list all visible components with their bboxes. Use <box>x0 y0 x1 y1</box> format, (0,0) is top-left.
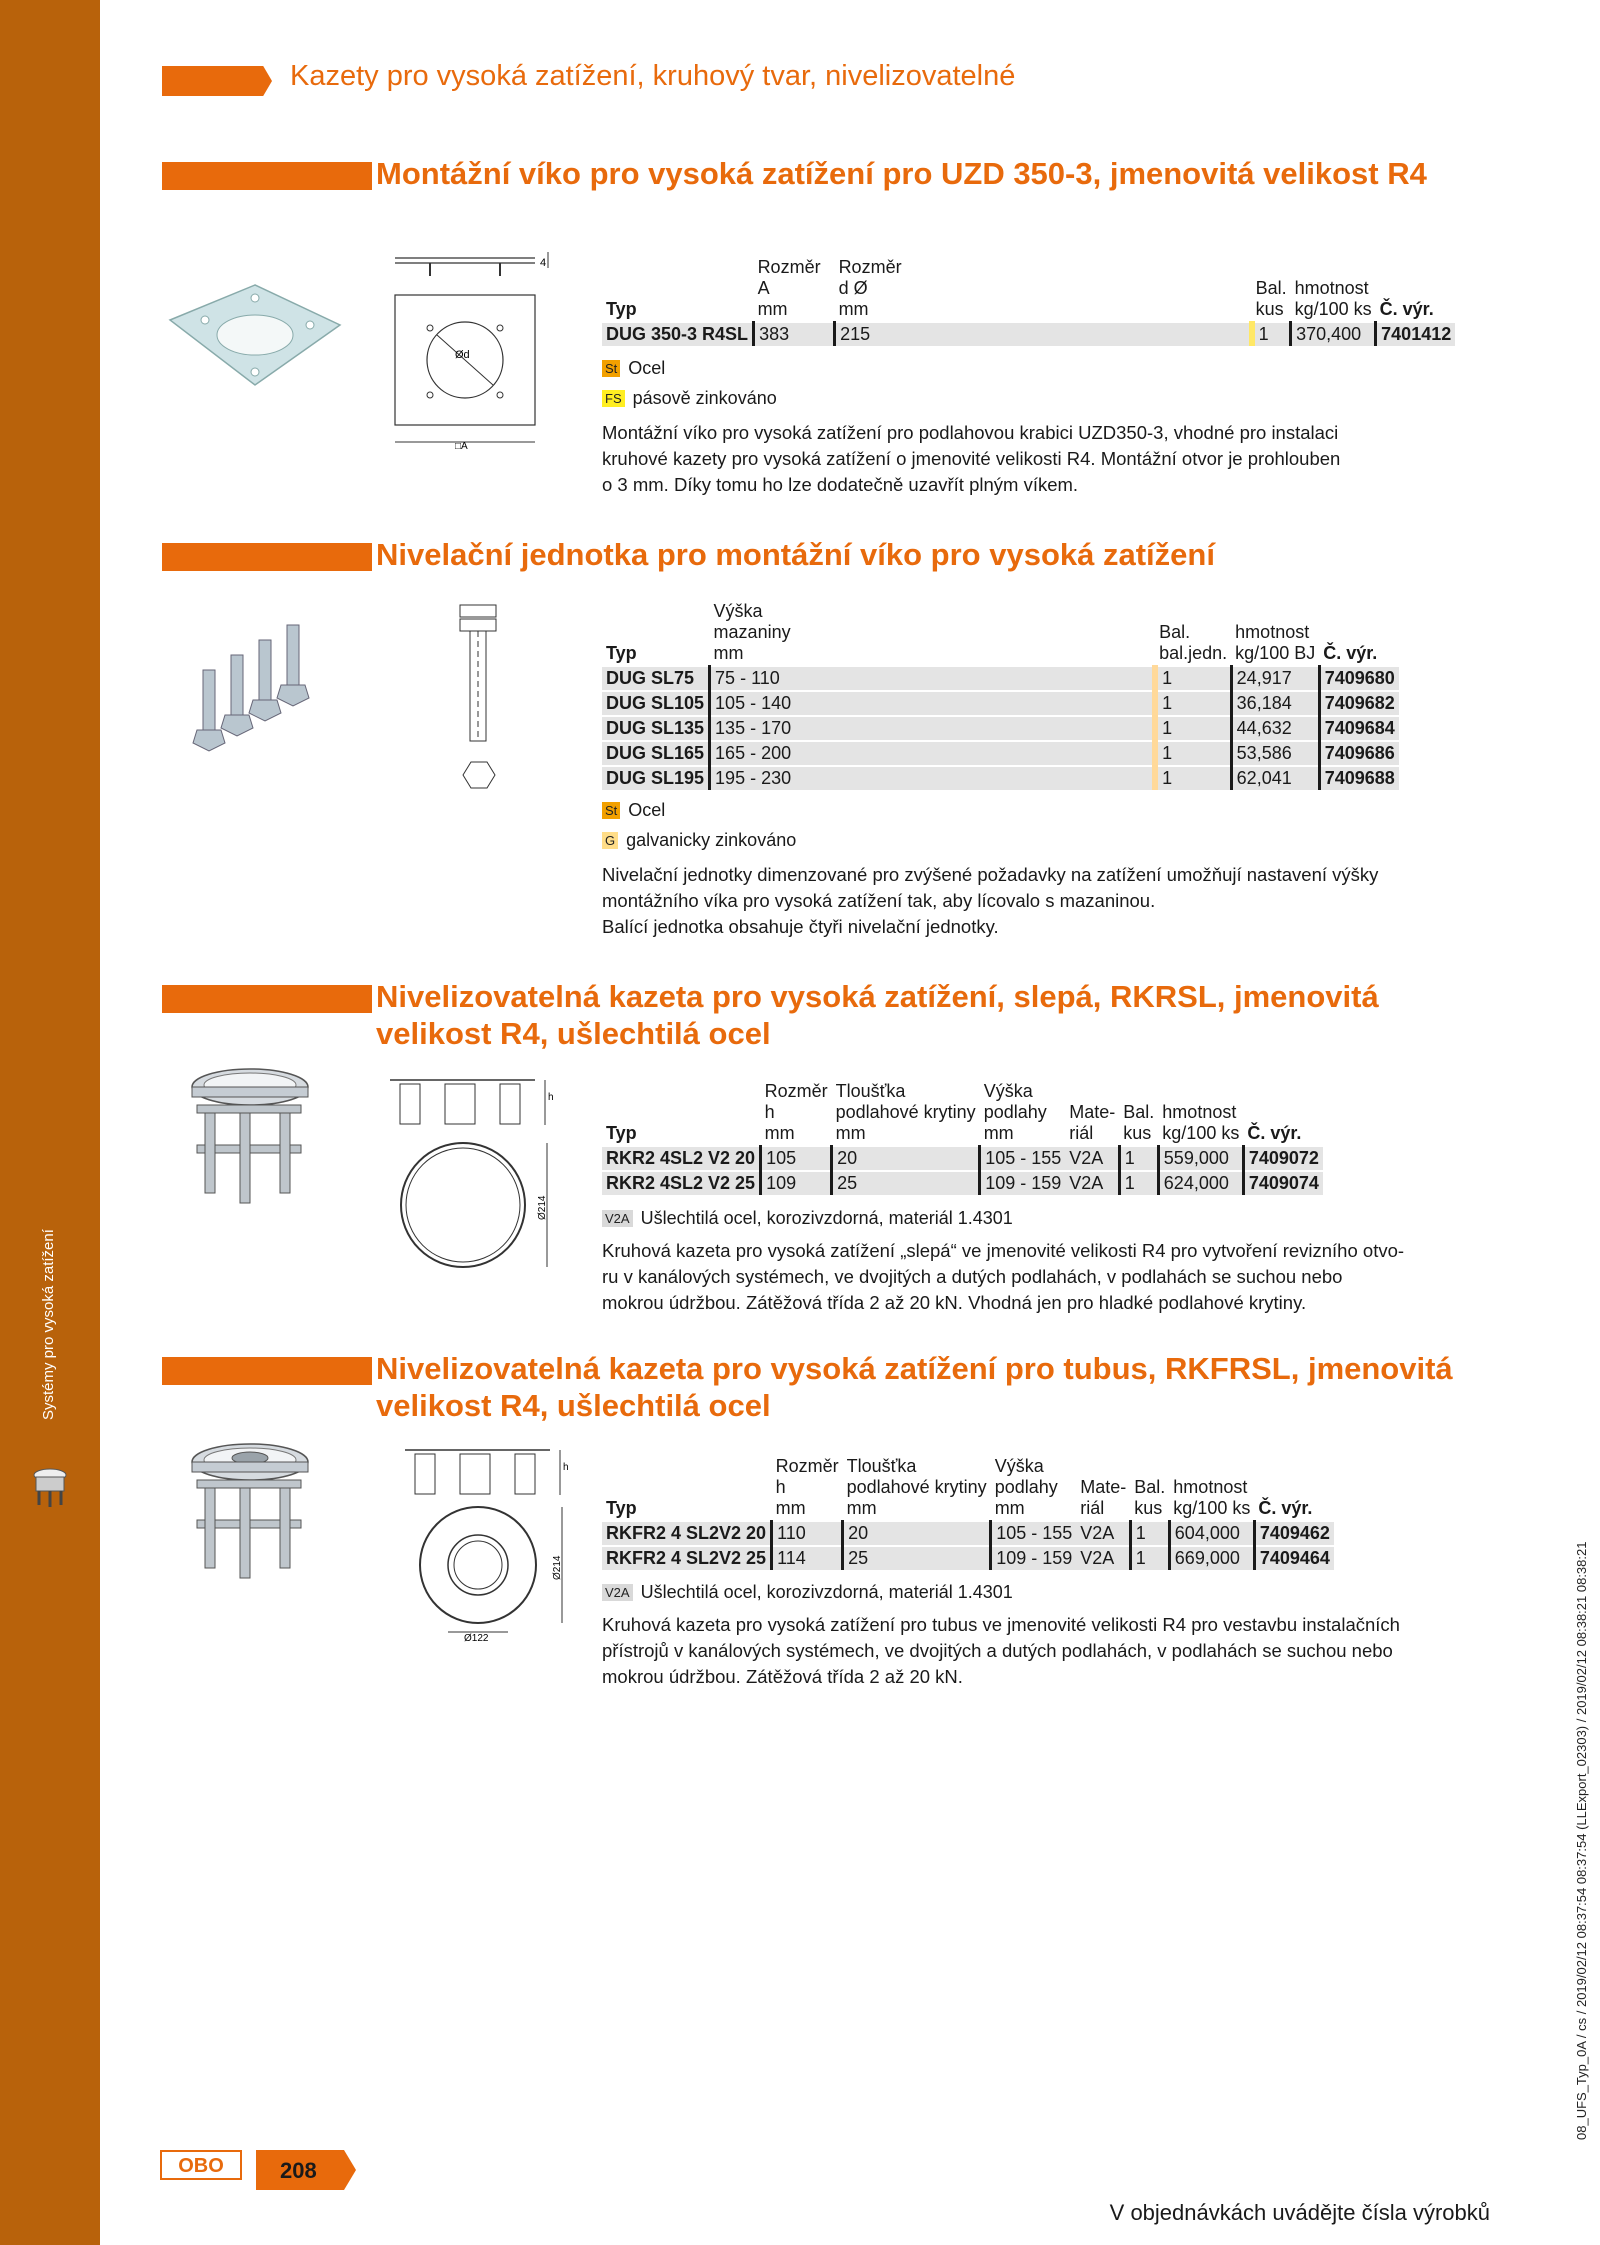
table-row: DUG SL165 165 - 200 1 53,586 7409686 <box>602 741 1399 766</box>
table-row: RKR2 4SL2 V2 20 105 20 105 - 155 V2A 1 559,000 7409072 <box>602 1146 1323 1171</box>
mounting-lid-photo <box>160 280 350 390</box>
leveling-bolt-drawing <box>445 600 515 800</box>
section-title: Nivelizovatelná kazeta pro vysoká zatížení, slepá, RKRSL, jmenovitá velikost R4, ušlechtilá ocel <box>376 979 1379 1051</box>
height-dim-label: 4 <box>540 257 547 269</box>
width-label: □A <box>455 441 468 450</box>
col-dim-d: Rozměr d Ø mm <box>838 257 902 319</box>
diameter-label: Ød <box>455 349 470 361</box>
material-row: V2A Ušlechtilá ocel, korozivzdorná, materiál 1.4301 <box>602 1208 1013 1229</box>
section-title: Nivelizovatelná kazeta pro vysoká zatížení pro tubus, RKFRSL, jmenovitá velikost R4, ušlechtilá ocel <box>376 1351 1453 1423</box>
col-pack: Bal. kus <box>1255 278 1287 319</box>
product-table <box>602 256 1455 346</box>
description: Nivelační jednotky dimenzované pro zvýšené požadavky na zatížení umožňují nastavení výšky montážního víka pro vysoká zatížení tak, aby lícovalo s mazaninou. Balící jednotka obsahuje čtyři nivelační jednotky. <box>602 864 1379 937</box>
table-row: DUG SL75 75 - 110 1 24,917 7409680 <box>602 666 1399 691</box>
blind-cassette-drawing <box>385 1070 560 1275</box>
finish-badge: FS <box>602 390 625 407</box>
table-row: RKR2 4SL2 V2 25 109 25 109 - 159 V2A 1 624,000 7409074 <box>602 1171 1323 1195</box>
section-bar <box>162 543 372 571</box>
section-bar <box>162 1357 372 1385</box>
description: Kruhová kazeta pro vysoká zatížení pro tubus ve jmenovité velikosti R4 pro vestavbu instalačních přístrojů v kanálových systémech, ve dvojitých a dutých podlahách, v podlahách se suchou nebo mokrou údržbou. Zátěžová třída 2 až 20 kN. <box>602 1614 1400 1687</box>
header-tab <box>162 66 272 96</box>
leveling-bolts-photo <box>185 615 325 765</box>
tube-cassette-drawing <box>400 1440 575 1645</box>
sidebar-label: Systémy pro vysoká zatížení <box>40 1229 57 1420</box>
material-row: St Ocel <box>602 358 665 379</box>
diameter-label: Ø214 <box>537 1195 548 1220</box>
table-row: DUG SL135 135 - 170 1 44,632 7409684 <box>602 716 1399 741</box>
blind-cassette-photo <box>185 1065 315 1215</box>
section-title: Nivelační jednotka pro montážní víko pro vysoká zatížení <box>376 537 1215 572</box>
material-badge: St <box>602 360 620 377</box>
section-bar <box>162 985 372 1013</box>
page-number: 208 <box>280 2158 317 2183</box>
material-row: G galvanicky zinkováno <box>602 830 796 851</box>
description: Kruhová kazeta pro vysoká zatížení „slepá“ ve jmenovité velikosti R4 pro vytvoření revizního otvo- ru v kanálových systémech, ve dvojitých a dutých podlahách, v podlahách se suchou nebo mokrou údržbou. Zátěžová třída 2 až 20 kN. Vhodná jen pro hladké podlahové krytiny. <box>602 1240 1405 1313</box>
tube-cassette-photo <box>185 1440 315 1590</box>
inner-diameter-label: Ø122 <box>464 1633 489 1644</box>
finish-badge: G <box>602 832 618 849</box>
col-weight: hmotnost kg/100 ks <box>1294 278 1372 319</box>
table-row: DUG SL105 105 - 140 1 36,184 7409682 <box>602 691 1399 716</box>
sidebar-stripe <box>0 0 100 2245</box>
section-title: Montážní víko pro vysoká zatížení pro UZD 350-3, jmenovitá velikost R4 <box>376 156 1427 191</box>
material-row: St Ocel <box>602 800 665 821</box>
page-title: Kazety pro vysoká zatížení, kruhový tvar, nivelizovatelné <box>290 60 1016 92</box>
description: Montážní víko pro vysoká zatížení pro podlahovou krabici UZD350-3, vhodné pro instalaci kruhové kazety pro vysoká zatížení o jmenovité velikosti R4. Montážní otvor je prohlouben o 3 mm. Díky tomu ho lze dodatečně uzavřít plným víkem. <box>602 422 1341 495</box>
section-bar <box>162 162 372 190</box>
material-row: V2A Ušlechtilá ocel, korozivzdorná, materiál 1.4301 <box>602 1582 1013 1603</box>
height-dim-label: h <box>548 1092 554 1103</box>
product-table: Typ Rozměr h mm Tloušťka podlahové krytiny mm Výška podlahy mm Mate- riál Bal. kus hmotnost kg/100 ks Č. výr. RKR2 4SL2 V2 20 105 20 105 - 155 V2A 1 559,000 7409072 RKR2 4SL2 V2 25 109 25 109 - 159 V2A 1 624,000 7409074 <box>602 1080 1323 1195</box>
material-badge: V2A <box>602 1584 633 1601</box>
table-row: DUG 350-3 R4SL 383 215 1 370,400 7401412 <box>602 322 1455 346</box>
diameter-label: Ø214 <box>552 1555 563 1580</box>
material-badge: St <box>602 802 620 819</box>
order-note: V objednávkách uvádějte čísla výrobků <box>1109 2200 1490 2225</box>
col-type: Typ <box>606 299 637 319</box>
table-row: RKFR2 4 SL2V2 25 114 25 109 - 159 V2A 1 669,000 7409464 <box>602 1546 1334 1570</box>
mounting-lid-drawing <box>390 250 560 450</box>
material-badge: V2A <box>602 1210 633 1227</box>
material-row: FS pásově zinkováno <box>602 388 777 409</box>
export-info: 08_UFS_Typ_0A / cs / 2019/02/12 08:37:54 08:37:54 (LLExport_02303) / 2019/02/12 08:38:21 08:38:21 <box>1574 1541 1589 2140</box>
svg-text:OBO: OBO <box>178 2155 224 2177</box>
height-dim-label: h <box>563 1462 569 1473</box>
table-row: DUG SL195 195 - 230 1 62,041 7409688 <box>602 766 1399 790</box>
col-article: Č. výr. <box>1379 299 1434 319</box>
product-table: Typ Rozměr h mm Tloušťka podlahové krytiny mm Výška podlahy mm Mate- riál Bal. kus hmotnost kg/100 ks Č. výr. RKFR2 4 SL2V2 20 110 20 105 - 155 V2A 1 604,000 7409462 RKFR2 4 SL2V2 25 114 25 109 - 159 V2A 1 669,000 7409464 <box>602 1455 1334 1570</box>
table-row: RKFR2 4 SL2V2 20 110 20 105 - 155 V2A 1 604,000 7409462 <box>602 1521 1334 1546</box>
floor-box-icon <box>30 1465 70 1509</box>
obo-logo <box>160 2150 242 2180</box>
product-table: Typ Výška mazaniny mm Bal. bal.jedn. hmotnost kg/100 BJ Č. výr. DUG SL75 75 - 110 1 24,917 7409680 DUG SL105 105 - 140 1 36,184 7409682 DUG SL135 135 - 170 1 44,632 7409684 DUG SL165 165 - 200 1 53,586 7409686 DUG SL195 195 - 230 1 62,041 7409688 <box>602 600 1399 790</box>
col-dim-a: Rozměr A mm <box>757 257 821 319</box>
